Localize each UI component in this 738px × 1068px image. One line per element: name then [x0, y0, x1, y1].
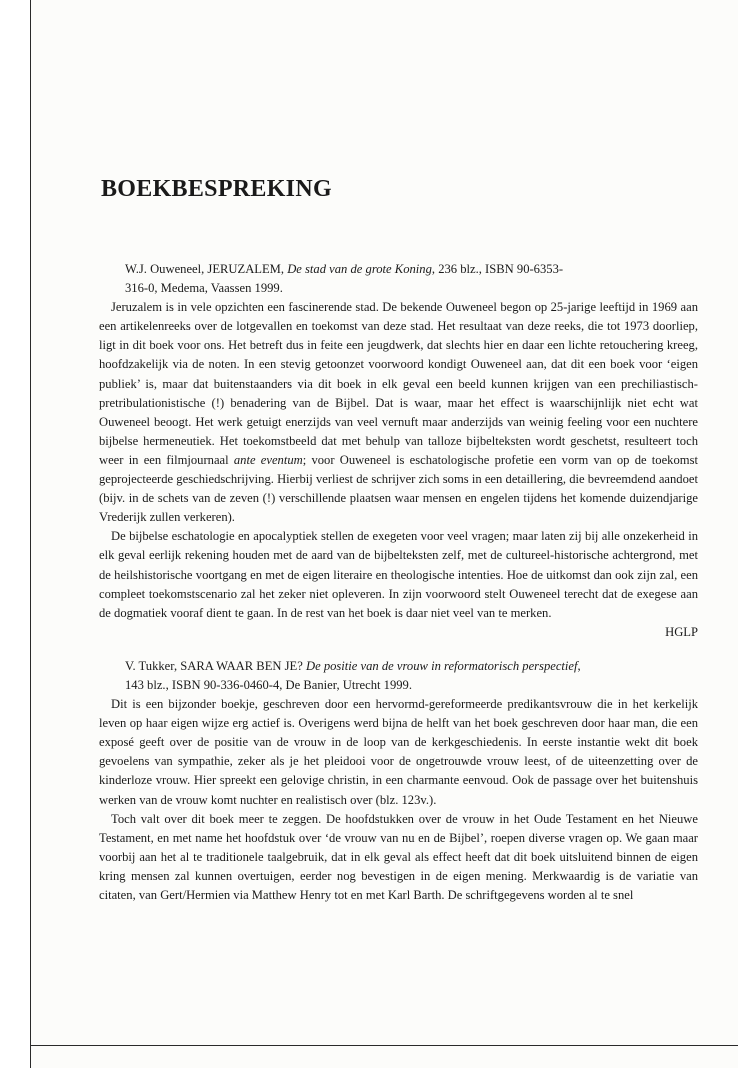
page-bottom-rule — [30, 1045, 738, 1046]
article-content — [99, 260, 698, 905]
review-1-signature: HGLP — [665, 624, 698, 639]
page-sheet — [30, 0, 738, 1068]
review-1-p1-italic: ante eventum — [233, 452, 303, 467]
review-1-ref-details: , 236 blz., ISBN 90-6353- — [431, 262, 564, 276]
review-2-reference — [99, 657, 698, 676]
page-title: BOEKBESPREKING — [101, 176, 332, 202]
review-1-reference — [99, 260, 698, 279]
review-1-paragraph-1 — [99, 298, 698, 527]
review-1-p1-part-b: ; voor Ouweneel is eschatologische profetie een vorm van op de toekomst geprojecteerde geschiedschrijving. Hierbij verliest de schrijver zich soms in een detaillering, die bevreemdend aandoet (bijv. in de schets van de zeven (!) verschillende plaatsen waar mensen en engelen tijdens het komende duizendjarige Vrederijk zullen verkeren). — [99, 452, 698, 525]
review-2-ref-punct: , — [577, 658, 581, 673]
review-2-ref-author: V. Tukker, SARA WAAR BEN JE? — [125, 658, 306, 673]
review-2-paragraph-1: Dit is een bijzonder boekje, geschreven door een hervormd-gereformeerde predikantsvrouw die in het kerkelijk leven op haar eigen wijze erg actief is. Overigens werd bijna de helft van het boek geschreven door haar man, die een exposé geeft over de positie van de vrouw in de loop van de kerkgeschiedenis. In eerste instantie wekt dit boek gevoelens van sympathie, zeker als je het pleidooi voor de ongetrouwde vrouw leest, of de uiteenzetting over de kinderloze vrouw. Hier spreekt een gelovige christin, in een charmante eenvoud. Ook de passage over het buitenshuis werken van de vrouw komt nuchter en realistisch over (blz. 123v.). — [99, 697, 698, 807]
review-1-reference-cont: 316-0, Medema, Vaassen 1999. — [125, 281, 283, 296]
review-1-ref-subtitle: De stad van de grote Koning — [287, 262, 432, 276]
review-2-ref-subtitle: De positie van de vrouw in reformatorisch perspectief — [305, 658, 578, 673]
review-2-paragraph-2: Toch valt over dit boek meer te zeggen. De hoofdstukken over de vrouw in het Oude Testament en het Nieuwe Testament, en met name het hoofdstuk over ‘de vrouw van nu en de Bijbel’, roepen diverse vragen op. We gaan maar voorbij aan het al te traditionele taalgebruik, dat in elk geval als effect heeft dat dit boek uitsluitend binnen de eigen kring mensen zal kunnen overtuigen, eerder nog bevestigen in de eigen mening. Merkwaardig is de variatie van citaten, van Gert/Hermien via Matthew Henry tot en met Karl Barth. De schriftgegevens worden al te snel — [99, 811, 698, 902]
review-2-reference-cont: 143 blz., ISBN 90-336-0460-4, De Banier, Utrecht 1999. — [125, 677, 412, 692]
review-1-p1-part-a: Jeruzalem is in vele opzichten een fascinerende stad. De bekende Ouweneel begon op 25-jarige leeftijd in 1969 aan een artikelenreeks over de lotgevallen en toekomst van deze stad. Het resultaat van deze reeks, die tot 1973 doorliep, ligt in dit boek voor ons. Het betreft dus in feite een jeugdwerk, dat slechts hier en daar een lichte retouchering kreeg, hoofdzakelijk via de noten. In een stevig getoonzet voorwoord kondigt Ouweneel aan, dat dit een boek voor ‘eigen publiek’ is, maar dat buitenstaanders via dit boek in elk geval een beeld kunnen krijgen van een prechiliastisch-pretribulationistische (!) benadering van de Bijbel. Dat is waar, maar het effect is waarschijnlijk niet echt wat Ouweneel beoogt. Het werk getuigt enerzijds van veel vernuft maar anderzijds van weinig feeling voor een nuchtere bijbelse hermeneutiek. Het toekomstbeeld dat met behulp van talloze bijbelteksten wordt geschetst, resulteert toch weer in een filmjournaal — [99, 300, 698, 467]
review-1-paragraph-2: De bijbelse eschatologie en apocalyptiek stellen de exegeten voor veel vragen; maar laten zij bij alle onzekerheid in elk geval eerlijk rekening houden met de aard van de bijbelteksten zelf, met de cultureel-historische achtergrond, met de heilshistorische voortgang en met de eigen literaire en theologische intenties. Hoe de uitkomst dan ook zijn zal, een compleet toekomstscenario zal het zeker niet opleveren. In zijn voorwoord stelt Ouweneel terecht dat de exegese aan de dogmatiek vooraf dient te gaan. In de rest van het boek is daar niet veel van te merken. — [99, 529, 698, 620]
review-1-ref-author: W.J. Ouweneel, JERUZALEM, — [125, 262, 288, 276]
section-spacer — [99, 642, 698, 657]
